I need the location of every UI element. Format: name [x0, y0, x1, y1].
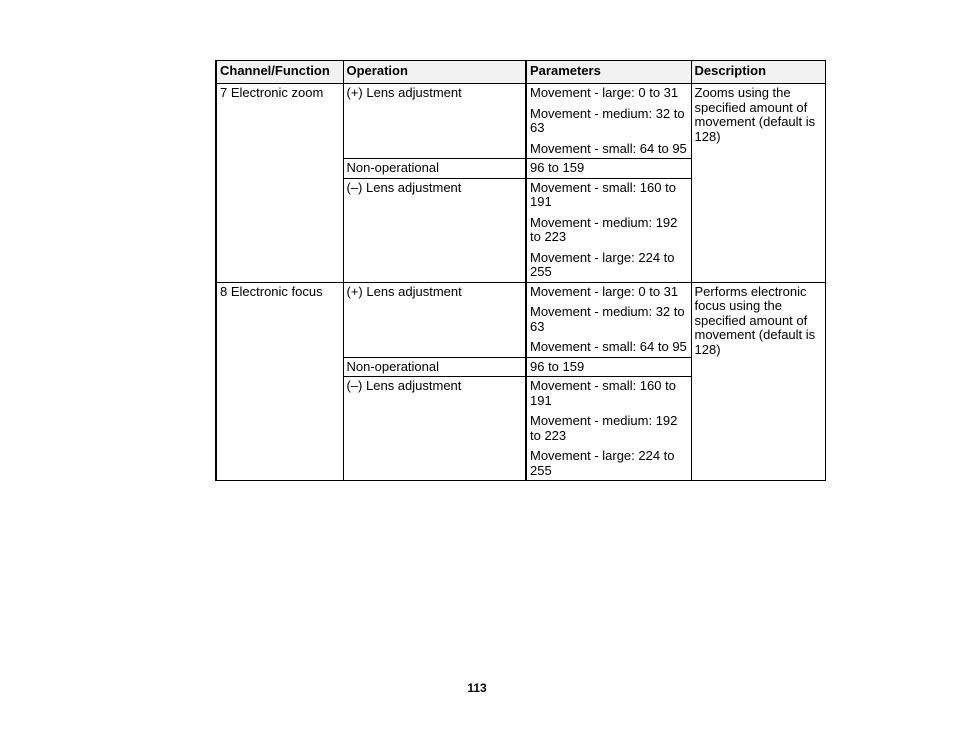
parameters-cell: [526, 178, 691, 282]
parameters-cell: [526, 357, 691, 377]
parameters-cell: [526, 377, 691, 481]
header-description: Description: [691, 61, 825, 84]
page-number: 113: [467, 681, 487, 695]
operation-cell: (–) Lens adjustment: [343, 178, 526, 282]
parameters-cell: [526, 159, 691, 179]
header-operation: Operation: [343, 61, 526, 84]
operation-cell: (+) Lens adjustment: [343, 84, 526, 159]
parameter-value: 96 to 159: [530, 160, 585, 175]
parameter-value: Movement - large: 0 to 31: [530, 283, 679, 299]
parameter-value: Movement - small: 160 to 191: [530, 378, 676, 408]
table-header-row: [216, 61, 825, 84]
parameter-value: Movement - small: 64 to 95: [530, 339, 687, 354]
parameter-value: Movement - large: 224 to 255: [530, 249, 675, 279]
parameter-value: Movement - medium: 192 to 223: [530, 214, 678, 244]
parameter-value: Movement - medium: 32 to 63: [530, 105, 685, 135]
description-cell: Zooms using the specified amount of movement (default is 128): [691, 84, 825, 283]
channel-function-cell: 7 Electronic zoom: [216, 84, 343, 283]
operation-cell: Non-operational: [343, 357, 526, 377]
operation-cell: (+) Lens adjustment: [343, 282, 526, 357]
operation-cell: (–) Lens adjustment: [343, 377, 526, 481]
header-channel-function: Channel/Function: [216, 61, 343, 84]
operation-cell: Non-operational: [343, 159, 526, 179]
parameters-cell: [526, 84, 691, 159]
header-parameters: Parameters: [526, 61, 691, 84]
channel-function-cell: 8 Electronic focus: [216, 282, 343, 481]
parameter-value: Movement - large: 0 to 31: [530, 85, 679, 100]
table-row: [216, 282, 825, 357]
channel-function-table: [215, 60, 826, 481]
parameter-value: Movement - medium: 32 to 63: [530, 304, 685, 334]
description-cell: Performs electronic focus using the specified amount of movement (default is 128): [691, 282, 825, 481]
parameter-value: Movement - small: 160 to 191: [530, 179, 676, 209]
parameter-value: Movement - medium: 192 to 223: [530, 413, 678, 443]
table-row: [216, 84, 825, 159]
parameter-value: 96 to 159: [530, 358, 585, 374]
parameter-value: Movement - large: 224 to 255: [530, 448, 675, 478]
parameters-cell: [526, 282, 691, 357]
parameter-value: Movement - small: 64 to 95: [530, 140, 687, 156]
table-body: [216, 84, 825, 481]
